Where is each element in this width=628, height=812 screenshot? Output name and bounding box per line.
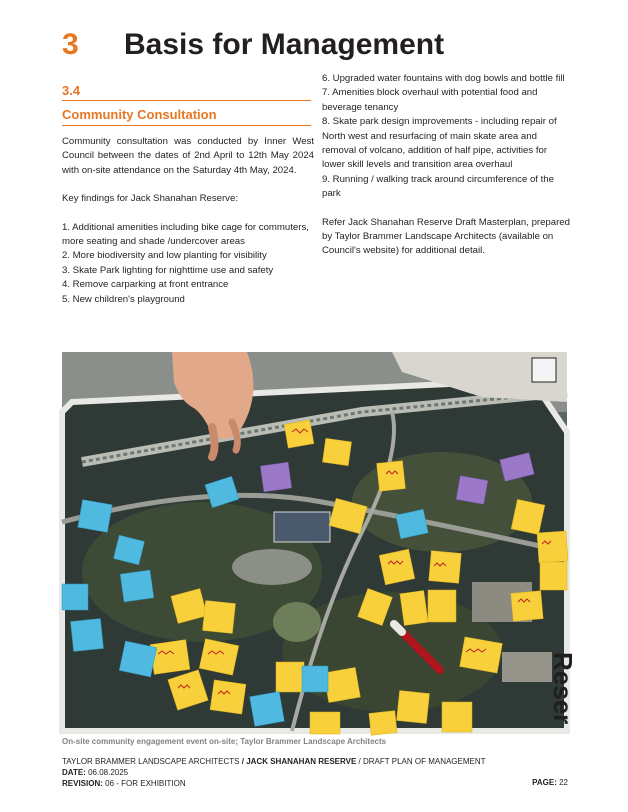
left-column [62,135,314,307]
map-label: Reser [548,652,578,725]
refer-note: Refer Jack Shanahan Reserve Draft Masterplan, prepared by Taylor Brammer Landscape Architects (available on Council's website) for additional detail. [322,216,570,257]
list-item: 4. Remove carparking at front entrance [62,279,229,291]
page-title: Basis for Management [124,28,445,61]
list-item: 9. Running / walking track around circumference of the park [322,173,554,200]
footer-project: JACK SHANAHAN RESERVE [246,757,357,766]
list-item: 6. Upgraded water fountains with dog bowls and bottle fill [322,73,565,84]
divider [62,100,311,101]
list-item: 8. Skate park design improvements - including repair of North west and resurfacing of main skate area and removal of volcano, addition of half pipe, activities for lower skill levels and transition area overhaul [322,116,557,171]
footer-separator: / [241,757,244,766]
list-item: 3. Skate Park lighting for nighttime use and safety [62,264,274,276]
footer-firm: TAYLOR BRAMMER LANDSCAPE ARCHITECTS [62,757,240,766]
page-value: 22 [559,778,568,787]
subsection-number: 3.4 [62,83,81,98]
footer-revision-label: REVISION: [62,779,103,788]
footer-revision-value: 06 - FOR EXHIBITION [105,779,186,788]
list-item: 5. New children's playground [62,293,185,305]
findings-label: Key findings for Jack Shanahan Reserve: [62,193,238,205]
footer-credit [62,756,486,767]
list-item: 2. More biodiversity and low planting for visibility [62,250,267,262]
page-label: PAGE: [532,778,557,787]
footer-date-label: DATE: [62,768,86,777]
list-item: 1. Additional amenities including bike cage for commuters, more seating and shade /undercover areas [62,221,309,248]
list-item: 7. Amenities block overhaul with potential food and beverage tenancy [322,87,538,113]
page-footer [62,756,486,789]
page-number [532,778,568,787]
divider [62,125,311,126]
section-number: 3 [62,28,79,61]
findings-list [62,221,314,307]
intro-paragraph: Community consultation was conducted by Inner West Council between the dates of 2nd April to 12th May 2024 with on-site attendance on the Saturday 4th May, 2024. [62,136,314,176]
photo-caption: On-site community engagement event on-site; Taylor Brammer Landscape Architects [62,737,387,746]
footer-date [62,767,486,778]
subsection-title: Community Consultation [62,107,217,122]
right-column [322,72,570,259]
footer-date-value: 06.08.2025 [88,768,129,777]
footer-doc: / DRAFT PLAN OF MANAGEMENT [358,757,486,766]
engagement-photo [62,352,578,731]
footer-revision [62,778,486,789]
